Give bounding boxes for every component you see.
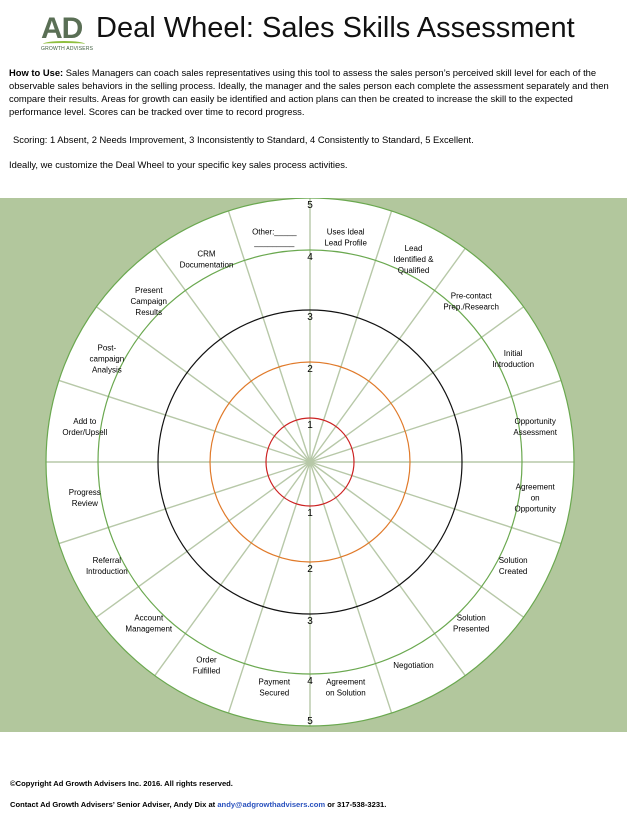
- scale-label-bottom: 1: [307, 508, 313, 519]
- scoring-legend: Scoring: 1 Absent, 2 Needs Improvement, 3 Inconsistently to Standard, 4 Consistently to Standard, 5 Excellent.: [13, 134, 474, 145]
- logo-tagline: GROWTH ADVISERS: [41, 46, 94, 52]
- segment-label: Progress Review: [68, 488, 101, 509]
- segment-label: Add to Order/Upsell: [62, 416, 108, 437]
- how-to-use-text: Sales Managers can coach sales representatives using this tool to assess the sales person’s perceived skill level for each of the observable sales behaviors in the selling process. Ideally, the manager and the sales person each complete the assessment separately and then compare their results. Areas for growth can easily be identified and action plans can then be created to increase the skill to the expected performance level. Scores can be tracked over time to record progress.: [9, 67, 609, 117]
- scale-label-top: 4: [307, 252, 313, 263]
- segment-label: Account Management: [125, 613, 173, 634]
- segment-label: Order Fulfilled: [192, 655, 221, 676]
- customize-note: Ideally, we customize the Deal Wheel to your specific key sales process activities.: [9, 159, 348, 170]
- segment-label: Other:_____ _________: [252, 227, 297, 248]
- contact-suffix: or 317-538-3231.: [325, 800, 387, 809]
- company-logo: [41, 12, 94, 56]
- scale-label-bottom: 4: [307, 676, 313, 687]
- page-title: Deal Wheel: Sales Skills Assessment: [96, 12, 575, 44]
- contact-email-link[interactable]: andy@adgrowthadvisers.com: [217, 800, 326, 809]
- contact-line: [10, 800, 386, 809]
- how-to-use-paragraph: [9, 66, 614, 118]
- scale-label-top: 5: [307, 200, 313, 211]
- segment-label: Referral Introduction: [85, 556, 128, 577]
- scale-label-top: 1: [307, 420, 313, 431]
- segment-label: Opportunity Assessment: [513, 416, 557, 437]
- scale-label-bottom: 3: [307, 616, 313, 627]
- scale-label-bottom: 5: [307, 716, 313, 727]
- copyright-notice: ©Copyright Ad Growth Advisers Inc. 2016. All rights reserved.: [10, 779, 233, 788]
- segment-label: Negotiation: [393, 661, 434, 671]
- contact-prefix: Contact Ad Growth Advisers’ Senior Adviser, Andy Dix at: [10, 800, 218, 809]
- segment-label: Uses Ideal Lead Profile: [324, 227, 368, 248]
- scale-label-top: 2: [307, 364, 313, 375]
- segment-label: Pre-contact Prep./Research: [443, 291, 500, 312]
- segment-label: Agreement on Opportunity: [514, 482, 556, 514]
- segment-label: Lead Identified & Qualified: [393, 243, 434, 275]
- segment-label: Initial Introduction: [492, 348, 535, 369]
- deal-wheel: [0, 198, 627, 732]
- segment-label: Present Campaign Results: [130, 285, 168, 317]
- segment-label: Post-campaign Analysis: [89, 343, 125, 375]
- how-to-use-label: How to Use:: [9, 67, 64, 78]
- logo-mark: AD: [41, 12, 83, 45]
- segment-label: Solution Presented: [452, 613, 490, 634]
- scale-label-bottom: 2: [307, 564, 313, 575]
- segment-label: Agreement on Solution: [325, 677, 366, 698]
- segment-label: Solution Created: [498, 556, 528, 577]
- segment-label: Payment Secured: [258, 677, 291, 698]
- segment-label: CRM Documentation: [179, 249, 234, 270]
- scale-label-top: 3: [307, 312, 313, 323]
